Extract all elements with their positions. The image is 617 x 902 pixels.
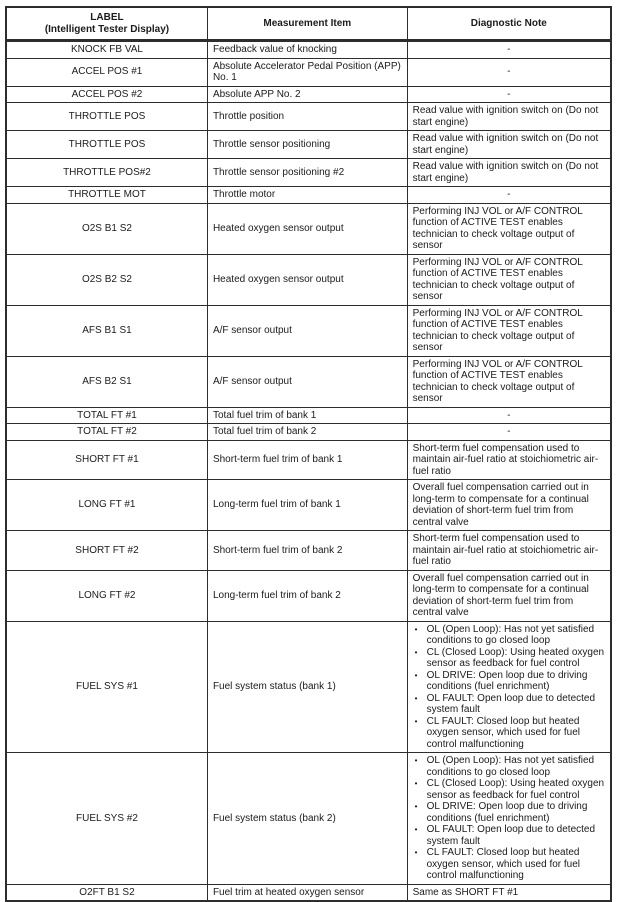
bullet-icon: • bbox=[414, 693, 418, 703]
measurement-cell: Absolute APP No. 2 bbox=[207, 86, 407, 103]
table-row bbox=[6, 103, 611, 131]
label-cell: TOTAL FT #1 bbox=[6, 407, 207, 424]
note-cell: - bbox=[407, 41, 611, 59]
label-cell: TOTAL FT #2 bbox=[6, 424, 207, 441]
table-row bbox=[6, 305, 611, 356]
note-bullet-text: OL DRIVE: Open loop due to driving conditions (fuel enrichment) bbox=[426, 801, 588, 824]
label-cell: THROTTLE POS#2 bbox=[6, 159, 207, 187]
bullet-icon: • bbox=[414, 624, 418, 634]
note-bullet-item bbox=[413, 755, 605, 778]
table-row bbox=[6, 407, 611, 424]
label-cell: FUEL SYS #1 bbox=[6, 621, 207, 753]
note-cell: Read value with ignition switch on (Do not start engine) bbox=[407, 131, 611, 159]
bullet-icon: • bbox=[414, 825, 418, 834]
measurement-cell: Throttle sensor positioning bbox=[207, 131, 407, 159]
label-cell: SHORT FT #2 bbox=[6, 531, 207, 571]
label-cell: AFS B1 S1 bbox=[6, 305, 207, 356]
note-cell: - bbox=[407, 407, 611, 424]
note-bullet-text: CL (Closed Loop): Using heated oxygen sensor as feedback for fuel control bbox=[426, 646, 605, 669]
note-bullet-item bbox=[413, 624, 605, 647]
note-bullet-text: OL FAULT: Open loop due to detected system fault bbox=[426, 824, 596, 847]
note-cell: - bbox=[407, 187, 611, 204]
note-bullet-text: OL (Open Loop): Has not yet satisfied conditions to go closed loop bbox=[426, 623, 595, 646]
diagnostic-data-table bbox=[5, 6, 612, 902]
note-bullet-item bbox=[413, 647, 605, 670]
note-cell: Short-term fuel compensation used to maintain air-fuel ratio at stoichiometric air-fuel ratio bbox=[407, 531, 611, 571]
table-row bbox=[6, 621, 611, 753]
table-row bbox=[6, 884, 611, 901]
note-cell: Read value with ignition switch on (Do not start engine) bbox=[407, 159, 611, 187]
table-row bbox=[6, 41, 611, 59]
measurement-cell: Absolute Accelerator Pedal Position (APP) No. 1 bbox=[207, 58, 407, 86]
bullet-icon: • bbox=[414, 647, 418, 657]
header-label-line2: (Intelligent Tester Display) bbox=[44, 23, 170, 35]
table-row bbox=[6, 356, 611, 407]
note-bullet-item bbox=[413, 801, 605, 824]
table-row bbox=[6, 58, 611, 86]
label-cell: LONG FT #2 bbox=[6, 570, 207, 621]
bullet-icon: • bbox=[414, 756, 418, 765]
measurement-cell: Fuel trim at heated oxygen sensor bbox=[207, 884, 407, 901]
note-bullet-text: OL DRIVE: Open loop due to driving conditions (fuel enrichment) bbox=[426, 669, 588, 692]
label-cell: ACCEL POS #2 bbox=[6, 86, 207, 103]
table-row bbox=[6, 570, 611, 621]
table-row bbox=[6, 86, 611, 103]
label-cell: O2FT B1 S2 bbox=[6, 884, 207, 901]
measurement-cell: Heated oxygen sensor output bbox=[207, 254, 407, 305]
header-label-line1: LABEL bbox=[90, 12, 124, 23]
measurement-cell: Fuel system status (bank 2) bbox=[207, 753, 407, 885]
measurement-cell: Long-term fuel trim of bank 1 bbox=[207, 480, 407, 531]
label-cell: O2S B1 S2 bbox=[6, 203, 207, 254]
note-bullet-item bbox=[413, 670, 605, 693]
label-cell: AFS B2 S1 bbox=[6, 356, 207, 407]
bullet-icon: • bbox=[414, 779, 418, 788]
note-bullet-text: CL FAULT: Closed loop but heated oxygen sensor, which used for fuel control malfunctioning bbox=[426, 847, 581, 881]
measurement-cell: Short-term fuel trim of bank 2 bbox=[207, 531, 407, 571]
label-cell: SHORT FT #1 bbox=[6, 440, 207, 480]
note-cell: Overall fuel compensation carried out in long-term to compensate for a continual deviation of short-term fuel trim from central valve bbox=[407, 480, 611, 531]
header-label-column bbox=[6, 7, 207, 41]
table-header-row bbox=[6, 7, 611, 41]
label-cell: THROTTLE POS bbox=[6, 131, 207, 159]
note-bullet-item bbox=[413, 778, 605, 801]
table-row bbox=[6, 131, 611, 159]
label-cell: ACCEL POS #1 bbox=[6, 58, 207, 86]
note-cell: - bbox=[407, 58, 611, 86]
note-cell: Short-term fuel compensation used to maintain air-fuel ratio at stoichiometric air-fuel ratio bbox=[407, 440, 611, 480]
label-cell: THROTTLE POS bbox=[6, 103, 207, 131]
table-row bbox=[6, 254, 611, 305]
table-row bbox=[6, 159, 611, 187]
note-cell: - bbox=[407, 424, 611, 441]
note-cell bbox=[407, 753, 611, 885]
table-body bbox=[6, 41, 611, 902]
header-measurement-column: Measurement Item bbox=[207, 7, 407, 41]
note-cell: Performing INJ VOL or A/F CONTROL function of ACTIVE TEST enables technician to check voltage output of sensor bbox=[407, 254, 611, 305]
measurement-cell: Feedback value of knocking bbox=[207, 41, 407, 59]
table-row bbox=[6, 531, 611, 571]
table-row bbox=[6, 187, 611, 204]
label-cell: THROTTLE MOT bbox=[6, 187, 207, 204]
note-bullet-item bbox=[413, 716, 605, 751]
table-row bbox=[6, 480, 611, 531]
label-cell: LONG FT #1 bbox=[6, 480, 207, 531]
label-cell: KNOCK FB VAL bbox=[6, 41, 207, 59]
note-cell: Overall fuel compensation carried out in long-term to compensate for a continual deviation of short-term fuel trim from central valve bbox=[407, 570, 611, 621]
measurement-cell: Throttle sensor positioning #2 bbox=[207, 159, 407, 187]
measurement-cell: A/F sensor output bbox=[207, 305, 407, 356]
measurement-cell: Total fuel trim of bank 2 bbox=[207, 424, 407, 441]
note-bullet-item bbox=[413, 847, 605, 882]
bullet-icon: • bbox=[414, 802, 418, 811]
measurement-cell: Fuel system status (bank 1) bbox=[207, 621, 407, 753]
bullet-icon: • bbox=[414, 848, 418, 857]
note-cell: Performing INJ VOL or A/F CONTROL function of ACTIVE TEST enables technician to check voltage output of sensor bbox=[407, 356, 611, 407]
note-cell: - bbox=[407, 86, 611, 103]
header-note-column: Diagnostic Note bbox=[407, 7, 611, 41]
bullet-icon: • bbox=[414, 670, 418, 680]
table-row bbox=[6, 203, 611, 254]
label-cell: FUEL SYS #2 bbox=[6, 753, 207, 885]
measurement-cell: Short-term fuel trim of bank 1 bbox=[207, 440, 407, 480]
note-bullet-item bbox=[413, 824, 605, 847]
note-bullet-text: CL FAULT: Closed loop but heated oxygen sensor, which used for fuel control malfunctioning bbox=[426, 715, 581, 750]
note-cell: Performing INJ VOL or A/F CONTROL function of ACTIVE TEST enables technician to check voltage output of sensor bbox=[407, 203, 611, 254]
note-cell bbox=[407, 621, 611, 753]
table-row bbox=[6, 753, 611, 885]
measurement-cell: Throttle position bbox=[207, 103, 407, 131]
note-cell: Same as SHORT FT #1 bbox=[407, 884, 611, 901]
note-bullet-text: OL FAULT: Open loop due to detected system fault bbox=[426, 692, 596, 715]
measurement-cell: Heated oxygen sensor output bbox=[207, 203, 407, 254]
table-row bbox=[6, 440, 611, 480]
measurement-cell: Total fuel trim of bank 1 bbox=[207, 407, 407, 424]
note-bullet-text: CL (Closed Loop): Using heated oxygen sensor as feedback for fuel control bbox=[426, 778, 605, 801]
note-cell: Performing INJ VOL or A/F CONTROL function of ACTIVE TEST enables technician to check voltage output of sensor bbox=[407, 305, 611, 356]
table-row bbox=[6, 424, 611, 441]
measurement-cell: Throttle motor bbox=[207, 187, 407, 204]
measurement-cell: Long-term fuel trim of bank 2 bbox=[207, 570, 407, 621]
note-bullet-item bbox=[413, 693, 605, 716]
note-cell: Read value with ignition switch on (Do not start engine) bbox=[407, 103, 611, 131]
label-cell: O2S B2 S2 bbox=[6, 254, 207, 305]
bullet-icon: • bbox=[414, 716, 418, 726]
note-bullet-text: OL (Open Loop): Has not yet satisfied conditions to go closed loop bbox=[426, 755, 595, 778]
measurement-cell: A/F sensor output bbox=[207, 356, 407, 407]
